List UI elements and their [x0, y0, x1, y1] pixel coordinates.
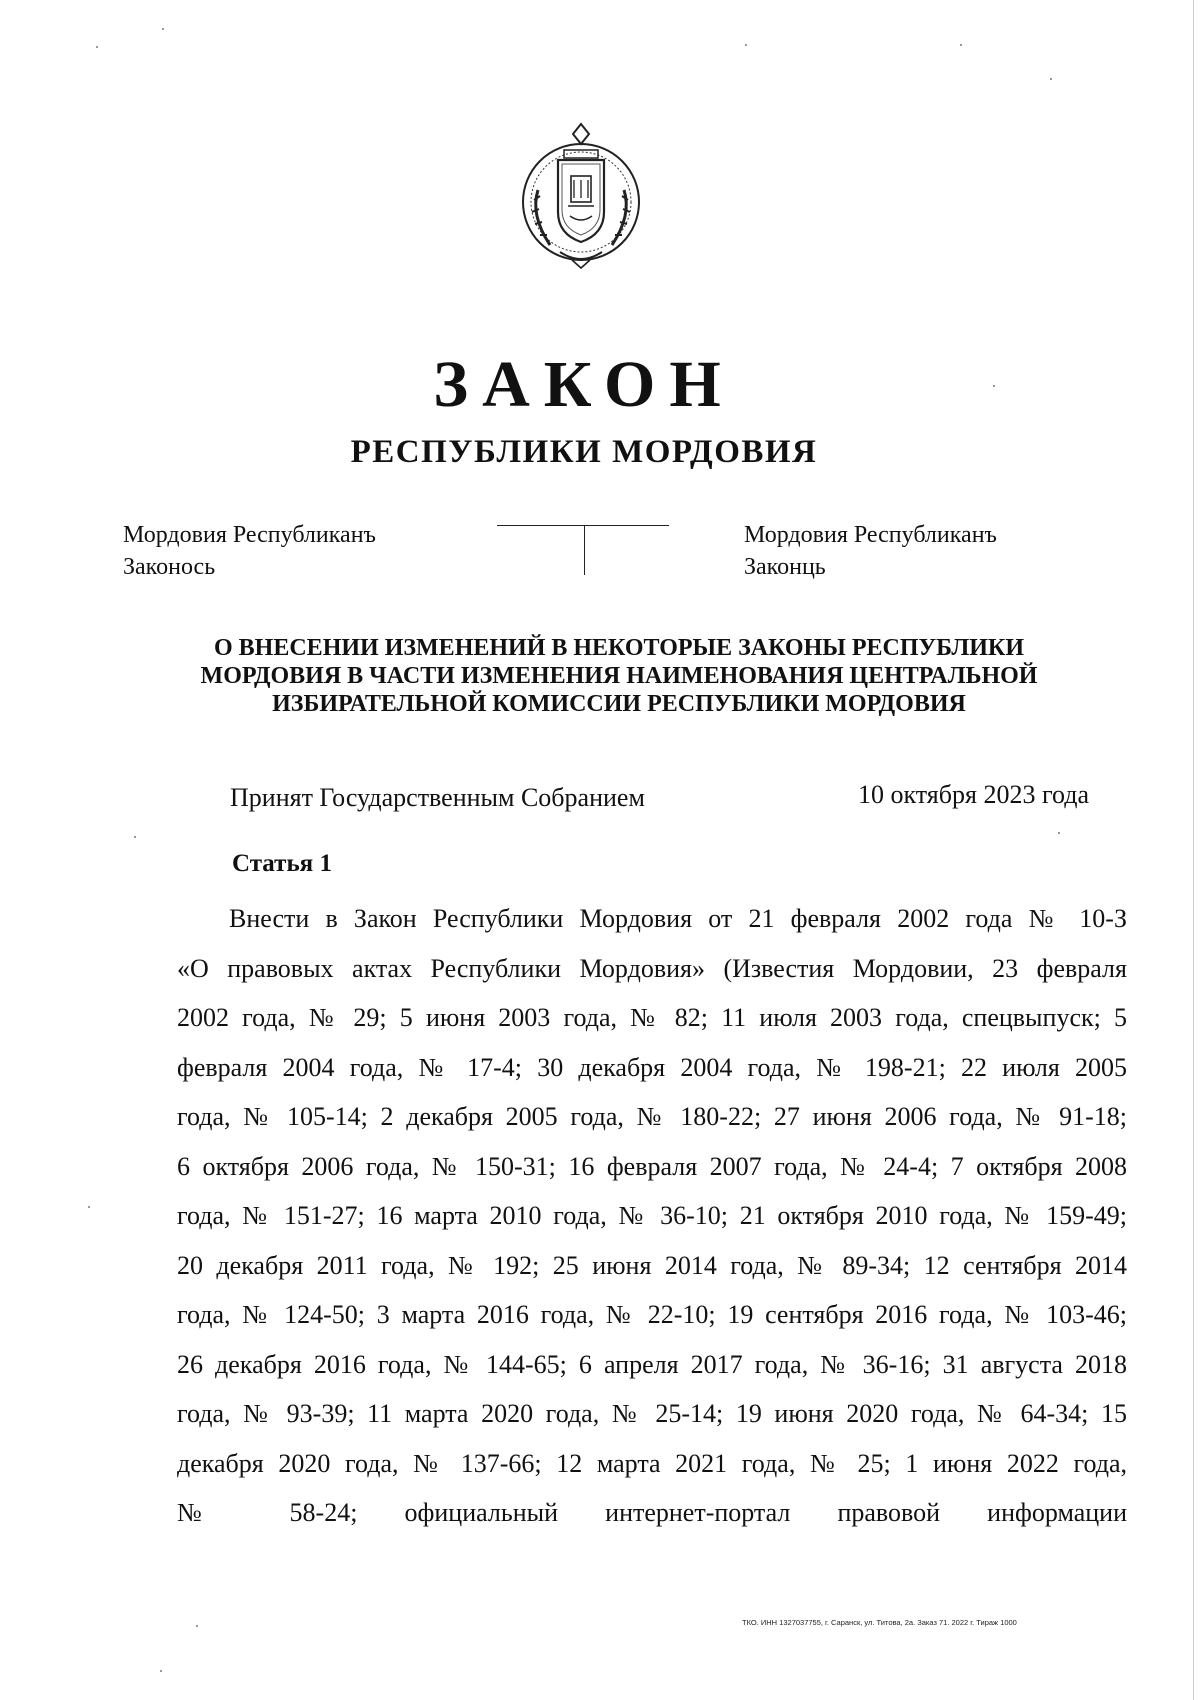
local-title-right-line-1: Мордовия Республиканъ [744, 522, 997, 548]
article-line: года, № 105-14; 2 декабря 2005 года, № 180-22; 27 июня 2006 года, № 91-18; [177, 1102, 1127, 1131]
article-line: 26 декабря 2016 года, № 144-65; 6 апреля 2017 года, № 36-16; 31 августа 2018 [177, 1349, 1127, 1379]
article-heading: Статья 1 [232, 850, 332, 877]
scan-edge [1193, 0, 1194, 1700]
local-title-right-line-2: Законць [744, 554, 826, 580]
article-line: № 58-24; официальный интернет-портал правовой информации [177, 1498, 1127, 1527]
scan-speck [96, 46, 98, 48]
article-line: года, № 93-39; 11 марта 2020 года, № 25-14; 19 июня 2020 года, № 64-34; 15 [177, 1399, 1127, 1428]
article-line: года, № 124-50; 3 марта 2016 года, № 22-10; 19 сентября 2016 года, № 103-46; [177, 1300, 1127, 1329]
scan-speck [160, 1670, 162, 1672]
number-field-divider [584, 525, 585, 575]
scan-speck [960, 44, 962, 46]
article-line: февраля 2004 года, № 17-4; 30 декабря 2004 года, № 198-21; 22 июля 2005 [177, 1052, 1127, 1082]
scan-speck [162, 28, 164, 30]
scan-speck [1058, 832, 1060, 834]
local-title-left-line-2: Законось [123, 554, 216, 580]
scan-speck [196, 1625, 198, 1627]
scan-speck [993, 385, 995, 387]
article-line: 20 декабря 2011 года, № 192; 25 июня 2014 года, № 89-34; 12 сентября 2014 [177, 1250, 1127, 1280]
coat-of-arms-emblem [510, 120, 652, 272]
document-subtitle: РЕСПУБЛИКИ МОРДОВИЯ [350, 434, 818, 470]
adoption-date: 10 октября 2023 года [858, 780, 1089, 809]
article-line: «О правовых актах Республики Мордовия» (Известия Мордовии, 23 февраля [177, 953, 1127, 983]
number-field-line [497, 525, 669, 526]
scan-speck [745, 44, 747, 46]
scan-speck [134, 836, 136, 838]
local-title-right [744, 519, 997, 583]
scan-speck [88, 1206, 90, 1208]
document-title: ЗАКОН [433, 348, 735, 421]
printing-imprint: ТКО. ИНН 1327037755, г. Саранск, ул. Титова, 2а. Заказ 71. 2022 г. Тираж 1000 [742, 1618, 1017, 1627]
article-line: Внести в Закон Республики Мордовия от 21 февраля 2002 года № 10-З [229, 904, 1127, 933]
adoption-label: Принят Государственным Собранием [230, 783, 645, 812]
law-title-line-3: ИЗБИРАТЕЛЬНОЙ КОМИССИИ РЕСПУБЛИКИ МОРДОВИЯ [272, 691, 966, 717]
article-body [177, 894, 1127, 1538]
law-title-line-1: О ВНЕСЕНИИ ИЗМЕНЕНИЙ В НЕКОТОРЫЕ ЗАКОНЫ РЕСПУБЛИКИ [214, 635, 1024, 661]
article-line: 2002 года, № 29; 5 июня 2003 года, № 82; 11 июля 2003 года, спецвыпуск; 5 [177, 1003, 1127, 1032]
scan-speck [1050, 78, 1052, 80]
article-line: года, № 151-27; 16 марта 2010 года, № 36-10; 21 октября 2010 года, № 159-49; [177, 1201, 1127, 1230]
local-title-left-line-1: Мордовия Республиканъ [123, 522, 376, 548]
law-title-line-2: МОРДОВИЯ В ЧАСТИ ИЗМЕНЕНИЯ НАИМЕНОВАНИЯ ЦЕНТРАЛЬНОЙ [200, 663, 1038, 689]
article-line: 6 октября 2006 года, № 150-31; 16 февраля 2007 года, № 24-4; 7 октября 2008 [177, 1151, 1127, 1181]
local-title-left [123, 519, 376, 583]
law-title [170, 634, 1068, 718]
article-line: декабря 2020 года, № 137-66; 12 марта 2021 года, № 25; 1 июня 2022 года, [177, 1448, 1127, 1478]
